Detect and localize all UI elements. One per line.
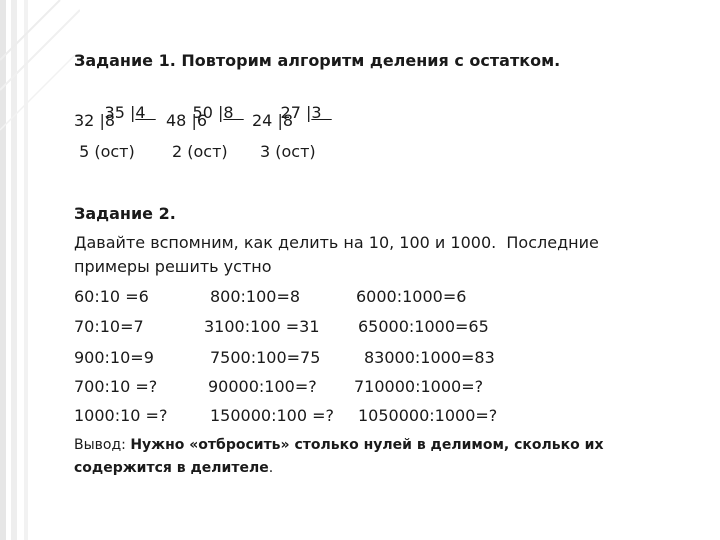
example-row	[74, 347, 714, 371]
example-by-10: 1000:10 =?	[74, 406, 168, 425]
example-by-1000: 1050000:1000=?	[358, 406, 498, 425]
example-row	[74, 405, 714, 429]
task2-intro-line-1: Давайте вспомним, как делить на 10, 100 и 1000. Последние	[74, 233, 599, 252]
example-by-100: 3100:100 =31	[204, 317, 320, 336]
example-by-100: 800:100=8	[210, 287, 301, 306]
product-quotient: 24 |8	[252, 111, 294, 130]
dividend: 50 |	[192, 103, 224, 122]
conclusion-end: .	[268, 460, 274, 476]
example-by-10: 70:10=7	[74, 317, 144, 336]
divisor: 3	[311, 103, 332, 122]
example-row	[74, 316, 714, 340]
example-by-1000: 710000:1000=?	[354, 377, 484, 396]
example-by-10: 60:10 =6	[74, 287, 149, 306]
dividend: 35 |	[104, 103, 136, 122]
dividend: 27 |	[280, 103, 312, 122]
product-quotient: 32 |8	[74, 111, 116, 130]
conclusion-line-1	[74, 434, 603, 456]
divisor: 4	[135, 103, 156, 122]
example-by-100: 7500:100=75	[210, 348, 321, 367]
decorative-border	[0, 0, 80, 540]
conclusion-text-1: Нужно «отбросить» столько нулей в делимом, сколько их	[130, 437, 604, 453]
conclusion-text-2: содержится в делителе	[74, 460, 269, 476]
example-by-1000: 6000:1000=6	[356, 287, 467, 306]
task1-title: Задание 1. Повторим алгоритм деления с остатком.	[74, 51, 561, 70]
remainder: 5 (ост)	[74, 142, 135, 161]
example-row	[74, 286, 714, 310]
conclusion-line-2	[74, 457, 273, 479]
remainder: 2 (ост)	[172, 142, 228, 161]
remainder: 3 (ост)	[260, 142, 316, 161]
example-row	[74, 376, 714, 400]
task2-intro-line-2: примеры решить устно	[74, 257, 272, 276]
conclusion-label: Вывод:	[74, 437, 131, 453]
example-by-1000: 65000:1000=65	[358, 317, 489, 336]
example-by-10: 700:10 =?	[74, 377, 158, 396]
task2-title: Задание 2.	[74, 204, 176, 223]
slide-content	[74, 0, 714, 540]
example-by-100: 150000:100 =?	[210, 406, 334, 425]
example-by-100: 90000:100=?	[208, 377, 317, 396]
divisor: 8	[223, 103, 244, 122]
product-quotient: 48 |6	[166, 111, 208, 130]
example-by-1000: 83000:1000=83	[364, 348, 495, 367]
example-by-10: 900:10=9	[74, 348, 154, 367]
